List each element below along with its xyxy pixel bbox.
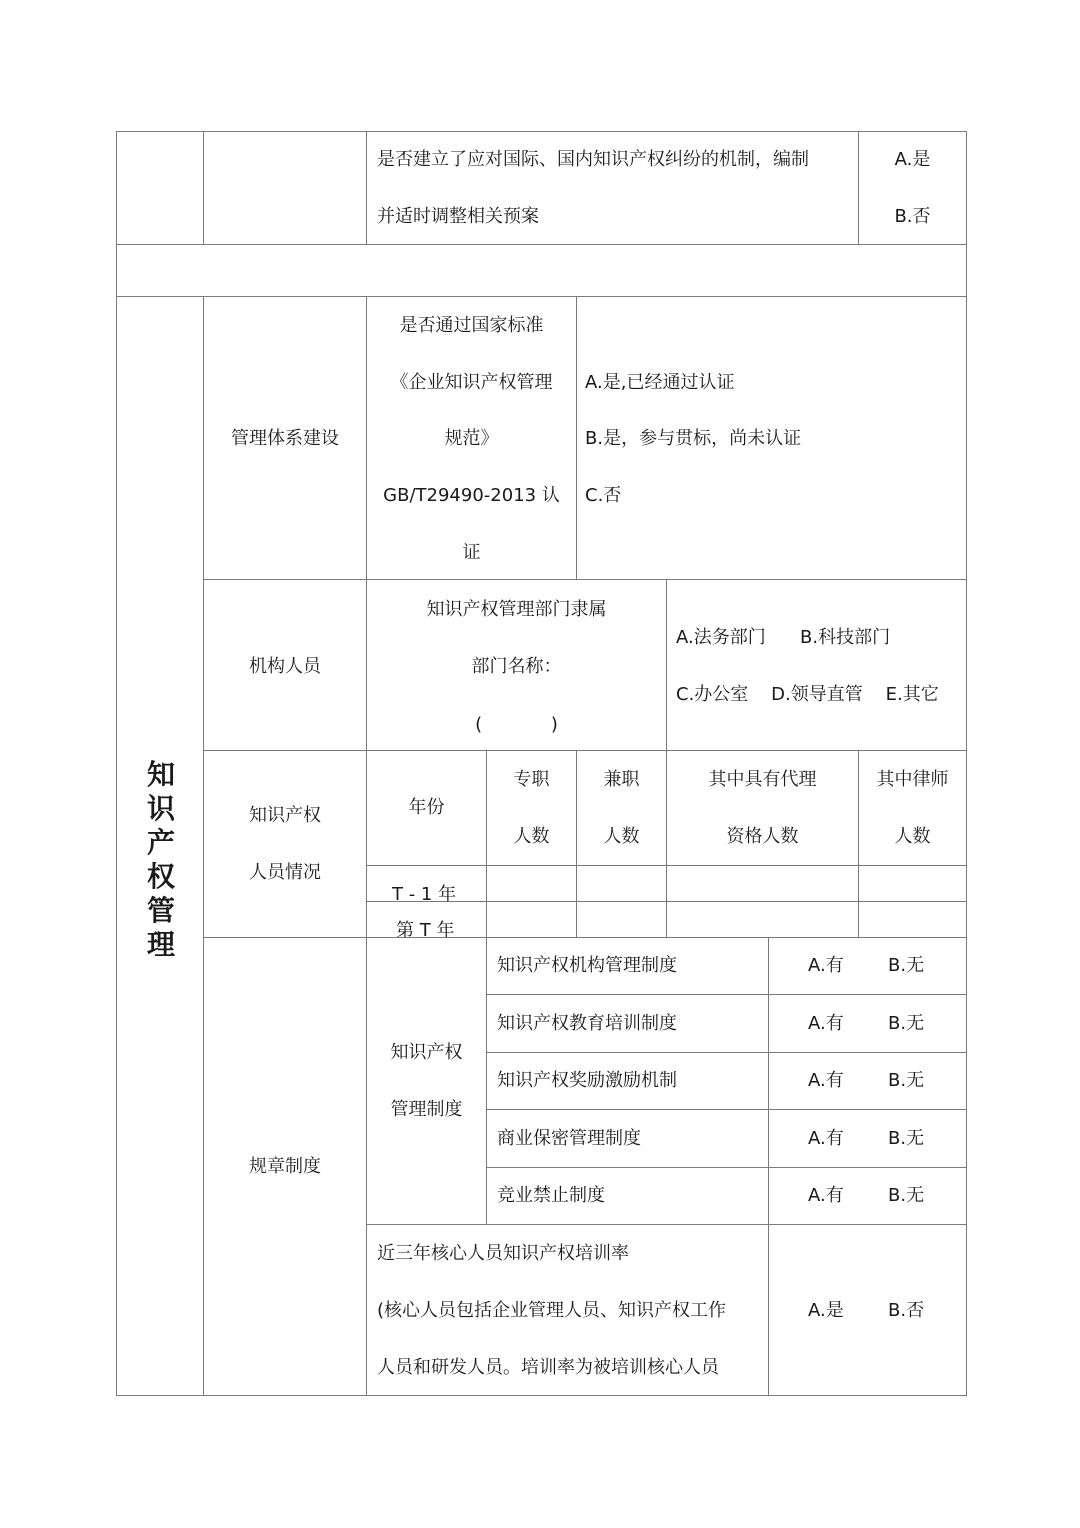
column-header-agent: 其中具有代理 xyxy=(708,769,817,790)
rule-option-b: B.无 xyxy=(888,1013,925,1034)
grid-line xyxy=(366,296,367,1396)
certification-option-a: A.是,已经通过认证 xyxy=(585,372,735,393)
grid-line xyxy=(203,296,204,1396)
column-header-fulltime: 专职 xyxy=(513,769,550,790)
grid-line xyxy=(116,1395,966,1396)
section-label-char: 产 xyxy=(146,826,175,859)
organization-label: 机构人员 xyxy=(249,656,321,677)
rule-option-a: A.有 xyxy=(808,1013,844,1034)
rule-item-name: 商业保密管理制度 xyxy=(497,1128,641,1149)
grid-line xyxy=(486,1109,966,1110)
dispute-mechanism-question-line2: 并适时调整相关预案 xyxy=(377,206,539,227)
grid-line xyxy=(486,1167,966,1168)
rule-option-a: A.有 xyxy=(808,955,844,976)
rule-option-b: B.无 xyxy=(888,1185,925,1206)
grid-line xyxy=(203,750,966,751)
grid-line xyxy=(486,937,487,1224)
ip-rules-sublabel: 知识产权 xyxy=(390,1042,463,1063)
grid-line xyxy=(203,131,204,244)
department-name-field: ( ) xyxy=(475,714,558,735)
section-label-char: 权 xyxy=(146,860,175,893)
grid-line xyxy=(486,1052,966,1053)
rule-item-name: 竞业禁止制度 xyxy=(497,1185,605,1206)
standard-question-line: 证 xyxy=(462,542,481,563)
grid-line xyxy=(366,131,367,244)
column-header-lawyer: 人数 xyxy=(894,826,931,847)
grid-line xyxy=(768,937,769,1396)
management-system-label: 管理体系建设 xyxy=(231,428,339,449)
dispute-mechanism-question-line1: 是否建立了应对国际、国内知识产权纠纷的机制，编制 xyxy=(377,149,809,170)
grid-line xyxy=(116,131,966,132)
staff-label-line1: 知识产权 xyxy=(249,805,321,826)
rule-item-name: 知识产权奖励激励机制 xyxy=(497,1070,677,1091)
rule-option-b: B.无 xyxy=(888,1128,925,1149)
section-label-char: 管 xyxy=(146,894,175,927)
grid-line xyxy=(966,131,967,1396)
grid-line xyxy=(203,579,966,580)
column-header-parttime: 兼职 xyxy=(603,769,640,790)
department-affiliation-question: 知识产权管理部门隶属 xyxy=(426,599,607,620)
column-header-year: 年份 xyxy=(408,797,445,818)
rules-label: 规章制度 xyxy=(249,1156,321,1177)
rule-option-b: B.无 xyxy=(888,955,925,976)
rule-item-name: 知识产权机构管理制度 xyxy=(497,955,677,976)
year-row-label: 第 T 年 xyxy=(396,920,455,941)
section-label-ip-management xyxy=(141,758,181,962)
grid-line xyxy=(486,994,966,995)
training-option-b: B.否 xyxy=(888,1300,925,1321)
standard-question-line: GB/T29490-2013 认 xyxy=(383,485,560,506)
training-option-a: A.是 xyxy=(808,1300,844,1321)
section-label-char: 知 xyxy=(146,758,175,791)
certification-option-c: C.否 xyxy=(585,485,622,506)
training-rate-question-line1: 近三年核心人员知识产权培训率 xyxy=(377,1243,629,1264)
department-options-line2: C.办公室 D.领导直管 E.其它 xyxy=(676,684,939,705)
rule-option-a: A.有 xyxy=(808,1070,844,1091)
training-rate-question-line3: 人员和研发人员。培训率为被培训核心人员 xyxy=(377,1357,719,1378)
grid-line xyxy=(576,296,577,579)
standard-question-line: 是否通过国家标准 xyxy=(399,315,544,336)
grid-line xyxy=(666,579,667,750)
column-header-lawyer: 其中律师 xyxy=(876,769,949,790)
standard-question-line: 规范》 xyxy=(444,428,499,449)
column-header-agent: 资格人数 xyxy=(726,826,799,847)
section-label-char: 识 xyxy=(146,792,175,825)
year-row-label: T - 1 年 xyxy=(392,884,457,905)
section-label-char: 理 xyxy=(146,928,175,961)
dispute-option-b: B.否 xyxy=(894,206,931,227)
grid-line xyxy=(203,937,966,938)
rule-option-b: B.无 xyxy=(888,1070,925,1091)
ip-rules-sublabel: 管理制度 xyxy=(390,1099,463,1120)
dispute-option-a: A.是 xyxy=(894,149,931,170)
grid-line xyxy=(116,244,966,245)
rule-option-a: A.有 xyxy=(808,1185,844,1206)
training-rate-question-line2: (核心人员包括企业管理人员、知识产权工作 xyxy=(377,1300,727,1321)
department-name-label: 部门名称： xyxy=(471,656,562,677)
certification-option-b: B.是，参与贯标，尚未认证 xyxy=(585,428,802,449)
grid-line xyxy=(116,296,966,297)
staff-label-line2: 人员情况 xyxy=(249,862,321,883)
rule-option-a: A.有 xyxy=(808,1128,844,1149)
grid-line xyxy=(116,131,117,1396)
column-header-fulltime: 人数 xyxy=(513,826,550,847)
rule-item-name: 知识产权教育培训制度 xyxy=(497,1013,677,1034)
department-options-line1: A.法务部门 B.科技部门 xyxy=(676,627,891,648)
standard-question-line: 《企业知识产权管理 xyxy=(390,372,553,393)
column-header-parttime: 人数 xyxy=(603,826,640,847)
grid-line xyxy=(366,1224,966,1225)
